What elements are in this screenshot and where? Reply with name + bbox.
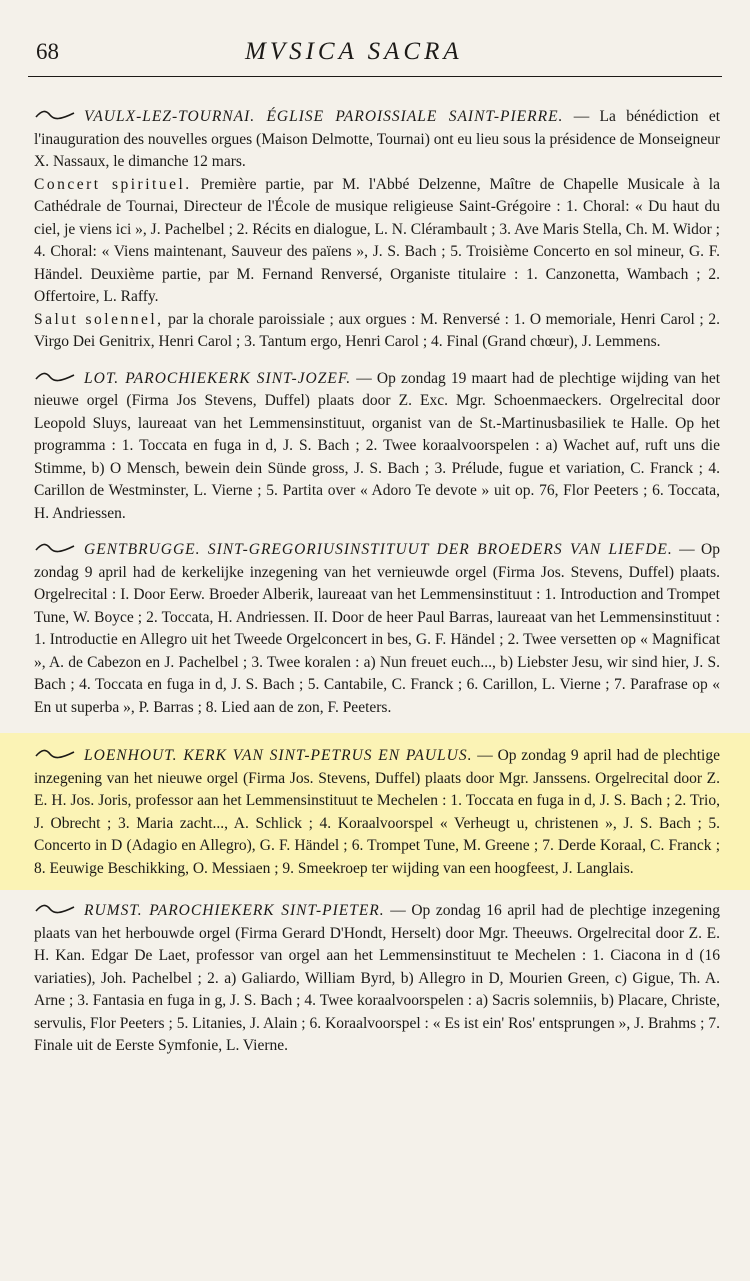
entry-place: LOENHOUT. KERK VAN SINT-PETRUS EN PAULUS. — [84, 747, 473, 764]
entry-lot — [34, 368, 720, 526]
entry-text: — Op zondag 16 april had de plechtige inzegening plaats van het herbouwde orgel (Firma Gerard D'Hondt, Herselt) door Mgr. Theeuws. Orgelrecital door Z. E. H. Kan. Edgar De Laet, professor van orgel aan het Lemmensinstituut te Mechelen : 1. Ciacona in d (16 variaties), Joh. Pachelbel ; 2. a) Galiardo, William Byrd, b) Allegro in D, Mourien Green, c) Gigue, Th. A. Arne ; 3. Fantasia en fuga in g, J. S. Bach ; 4. Twee koraalvoorspelen : a) Sacris solemniis, b) Placare, Christe, servulis, Flor Peeters ; 5. Litanies, J. Alain ; 6. Koraalvoorspel : « Es ist ein' Ros' entsprungen », J. Brahms ; 7. Finale uit de Eerste Symfonie, L. Vierne. — [34, 902, 720, 1054]
entry-paragraph — [34, 539, 720, 719]
entry-vaulx — [34, 106, 720, 354]
entry-text: — Op zondag 9 april had de kerkelijke inzegening van het vernieuwde orgel (Firma Jos. Stevens, Duffel) plaats. Orgelrecital : I. Door Eerw. Broeder Alberik, laureaat van het Lemmensinstituut : 1. Introduction and Trompet Tune, W. Boyce ; 2. Toccata, H. Andriessen. II. Door de heer Paul Barras, laureaat van het Lemmensinstituut : 1. Introductie en Allegro uit het Tweede Orgelconcert in bes, G. F. Händel ; 2. Twee versetten op « Magnificat », A. de Cabezon en J. Pachelbel ; 3. Twee koralen : a) Nun freuet euch..., b) Liebster Jesu, wir sind hier, J. S. Bach ; 4. Toccata en fuga in d, J. S. Bach ; 5. Cantabile, C. Franck ; 6. Carillon, L. Vierne ; 7. Parafrase op « En ut superba », P. Barras ; 8. Lied aan de zon, F. Peeters. — [34, 541, 720, 716]
entry-gentbrugge — [34, 539, 720, 719]
dash-ornament-icon — [34, 370, 76, 384]
entry-paragraph — [34, 309, 720, 354]
journal-title: MVSICA SACRA — [245, 38, 463, 65]
entry-section-label: Salut solennel, — [34, 310, 164, 328]
entry-paragraph — [34, 174, 720, 309]
entry-text: — Op zondag 9 april had de plechtige inzegening van het nieuwe orgel (Firma Jos. Stevens, Duffel) plaats door Mgr. Janssens. Orgelrecital door Z. E. H. Jos. Joris, professor aan het Lemmensinstituut te Mechelen : 1. Toccata en fuga in d, J. S. Bach ; 2. Trio, J. Obrecht ; 3. Maria zacht..., A. Schlick ; 4. Koraalvoorspel « Verheugt u, christenen », J. S. Bach ; 5. Concerto in D (Adagio en Allegro), G. F. Händel ; 6. Trompet Tune, M. Greene ; 7. Derde Koraal, C. Franck ; 8. Eeuwige Beschikking, O. Messiaen ; 9. Smeekroep ter wijding van een hoogfeest, J. Langlais. — [34, 747, 720, 877]
dash-ornament-icon — [34, 902, 76, 916]
entries-list — [34, 106, 720, 1072]
entry-place: LOT. PAROCHIEKERK SINT-JOZEF. — [84, 369, 352, 387]
entry-text: Première partie, par M. l'Abbé Delzenne, Maître de Chapelle Musicale à la Cathédrale de Tournai, Directeur de l'École de musique religieuse Saint-Grégoire : 1. Choral: « Du haut du ciel, je viens ici », J. Pachelbel ; 2. Récits en dialogue, L. N. Clérambault ; 3. Ave Maris Stella, Ch. M. Widor ; 4. Choral: « Viens maintenant, Sauveur des païens », J. S. Bach ; 5. Troisième Concerto en sol mineur, G. F. Händel. Deuxième partie, par M. Fernand Renversé, Organiste titulaire : 1. Canzonetta, Wambach ; 2. Offertoire, L. Raffy. — [34, 175, 720, 305]
entry-paragraph — [34, 745, 720, 880]
entry-paragraph — [34, 900, 720, 1058]
entry-place: VAULX-LEZ-TOURNAI. ÉGLISE PAROISSIALE SAINT-PIERRE. — [84, 108, 564, 125]
entry-text: — La bénédiction et l'inauguration des nouvelles orgues (Maison Delmotte, Tournai) ont eu lieu sous la présidence de Monseigneur X. Nassaux, le dimanche 12 mars. — [34, 108, 721, 170]
entry-paragraph — [34, 368, 720, 526]
entry-place: GENTBRUGGE. SINT-GREGORIUSINSTITUUT DER BROEDERS VAN LIEFDE. — [84, 541, 673, 558]
entry-place: RUMST. PAROCHIEKERK SINT-PIETER. — [84, 902, 385, 919]
entry-loenhout-highlighted — [0, 733, 750, 890]
entry-text: — Op zondag 19 maart had de plechtige wijding van het nieuwe orgel (Firma Jos Stevens, Duffel) plaats door Z. Exc. Mgr. Schoenmaeckers. Orgelrecital door Leopold Sluys, laureaat van het Lemmensinstituut, organist van de St.-Martinusbasiliek te Halle. Op het programma : 1. Toccata en fuga in d, J. S. Bach ; 2. Twee koraalvoorspelen : a) Wachet auf, ruft uns die Stimme, b) O Mensch, bewein dein Sünde gross, J. S. Bach ; 3. Prélude, fugue et variation, C. Franck ; 4. Carillon de Westminster, L. Vierne ; 5. Partita over « Adoro Te devote » uit op. 76, Flor Peeters ; 6. Toccata, H. Andriessen. — [34, 369, 721, 522]
header-rule — [28, 76, 722, 77]
page-header — [0, 0, 750, 70]
dash-ornament-icon — [34, 541, 76, 555]
entry-rumst — [34, 900, 720, 1058]
entry-paragraph — [34, 106, 720, 174]
page-number: 68 — [36, 39, 59, 64]
dash-ornament-icon — [34, 747, 76, 761]
dash-ornament-icon — [34, 108, 76, 122]
entry-section-label: Concert spirituel. — [34, 175, 192, 193]
entry-text: par la chorale paroissiale ; aux orgues : M. Renversé : 1. O memoriale, Henri Carol ; 2. Virgo Dei Genitrix, Henri Carol ; 3. Tantum ergo, Henri Carol ; 4. Final (Grand chœur), J. Lemmens. — [34, 310, 720, 350]
